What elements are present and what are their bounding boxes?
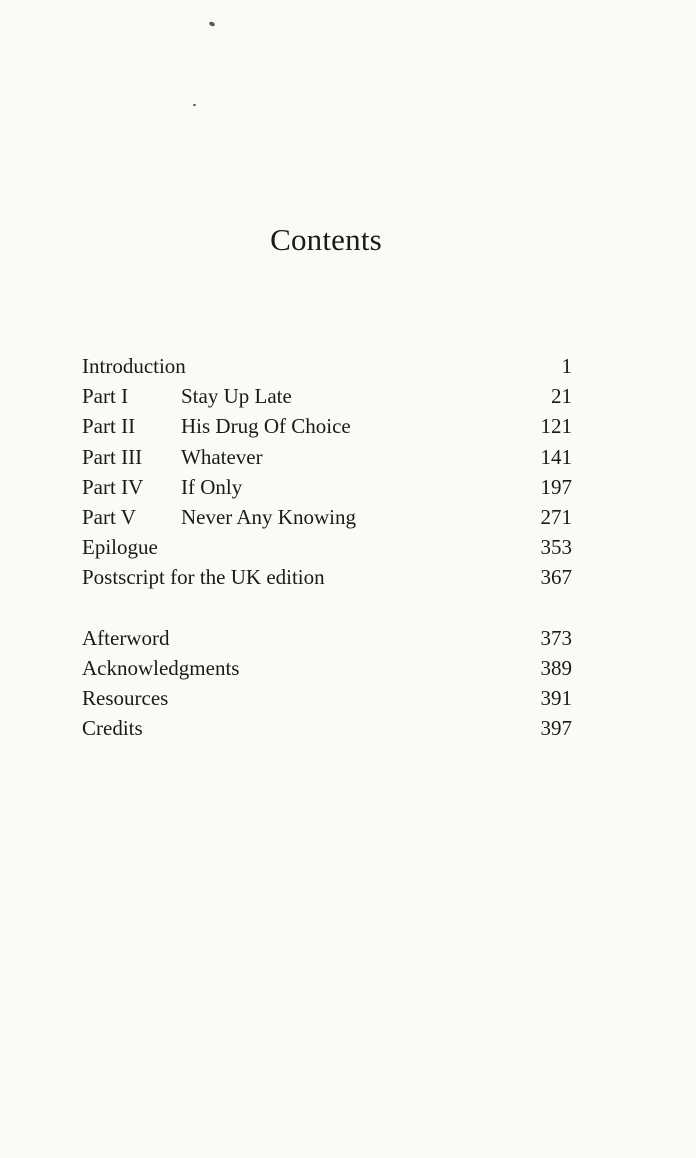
toc-entry-label: Epilogue [82, 535, 158, 560]
toc-part-number: Part IV [82, 474, 144, 499]
toc-page-number: 353 [540, 535, 572, 560]
toc-page-number: 271 [540, 504, 572, 529]
toc-part-title: Whatever [181, 444, 263, 469]
toc-page-number: 367 [540, 565, 572, 590]
print-speck [193, 104, 196, 106]
toc-page-number: 1 [561, 354, 572, 378]
toc-entry-credits [82, 713, 572, 743]
table-of-contents [82, 351, 572, 743]
toc-entry-epilogue [82, 532, 572, 562]
toc-entry-part-4 [82, 472, 572, 502]
toc-part-number: Part V [82, 504, 136, 529]
toc-entry-part-1 [82, 381, 572, 411]
toc-entry-part-2 [82, 411, 572, 441]
toc-entry-part-5 [82, 502, 572, 532]
toc-entry-postscript [82, 562, 572, 592]
print-speck [208, 21, 215, 27]
toc-entry-part-3 [82, 442, 572, 472]
toc-entry-label: Introduction [82, 354, 186, 378]
toc-part-title: Stay Up Late [181, 384, 292, 409]
toc-entry-label: Acknowledgments [82, 655, 240, 680]
toc-entry-afterword [82, 623, 572, 653]
toc-entry-label: Postscript for the UK edition [82, 565, 325, 590]
toc-entry-resources [82, 683, 572, 713]
toc-page-number: 197 [540, 474, 572, 499]
toc-page-number: 141 [540, 444, 572, 469]
toc-part-title: His Drug Of Choice [181, 414, 351, 439]
toc-entry-label: Credits [82, 716, 143, 741]
toc-part-number: Part II [82, 414, 136, 439]
toc-part-number: Part III [82, 444, 143, 469]
section-divider-space [82, 593, 572, 623]
toc-entry-introduction [82, 351, 572, 381]
toc-entry-label: Resources [82, 685, 169, 710]
toc-page-number: 121 [540, 414, 572, 439]
toc-page-number: 373 [540, 625, 572, 650]
toc-part-title: If Only [181, 474, 243, 499]
toc-page-number: 397 [540, 716, 572, 741]
toc-entry-acknowledgments [82, 653, 572, 683]
toc-page-number: 389 [540, 655, 572, 680]
toc-page-number: 391 [540, 685, 572, 710]
toc-entry-label: Afterword [82, 625, 170, 650]
toc-part-number: Part I [82, 384, 129, 409]
toc-page-number: 21 [551, 384, 572, 409]
page-title: Contents [270, 222, 382, 257]
toc-part-title: Never Any Knowing [181, 504, 356, 529]
